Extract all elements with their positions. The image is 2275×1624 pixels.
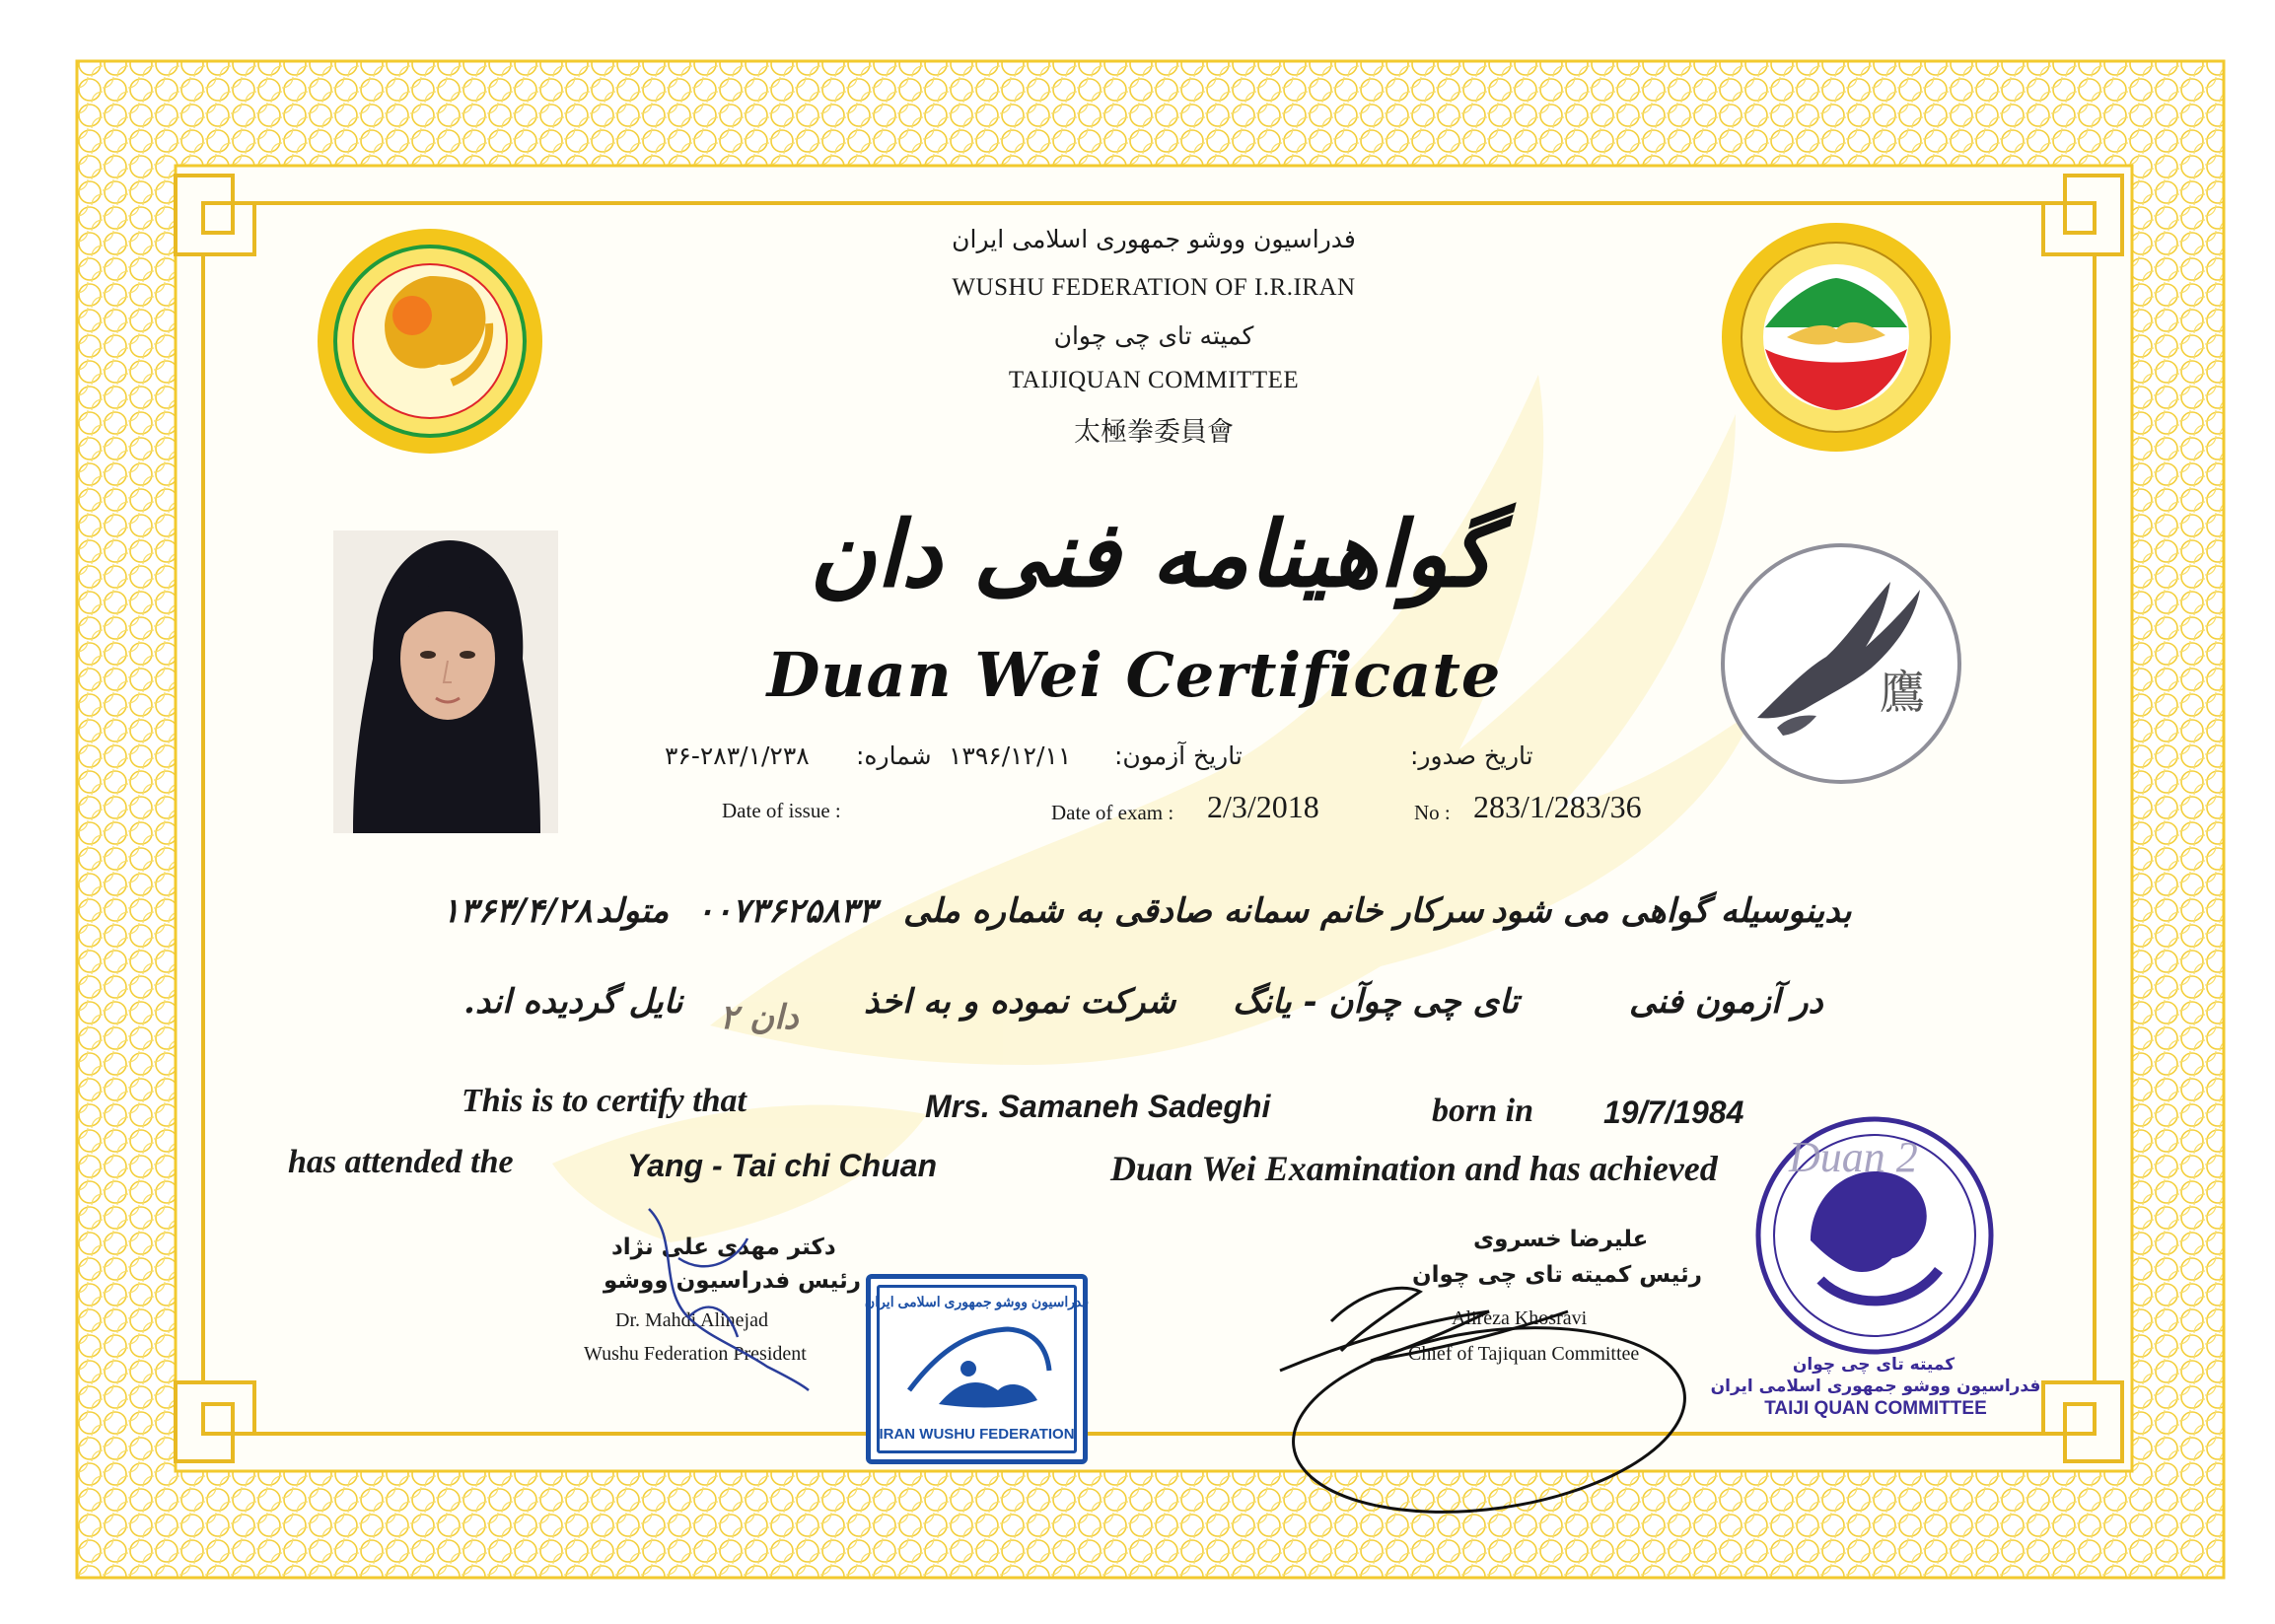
body-fa-id-value: ۰۰۷۳۶۲۵۸۳۳ (696, 891, 877, 931)
right-signatory-title-en: Chief of Tajiquan Committee (1408, 1343, 1640, 1365)
left-signature (619, 1199, 817, 1396)
exam-phrase: Duan Wei Examination and has achieved (1110, 1149, 1718, 1188)
purple-stamp-fa-2: فدراسیون ووشو جمهوری اسلامی ایران (1710, 1377, 2041, 1396)
exam-date-value-en: 2/3/2018 (1207, 789, 1319, 824)
certificate-title-en: Duan Wei Certificate (766, 639, 1502, 711)
attended-label: has attended the (288, 1144, 514, 1180)
stamp-top-text: فدراسیون ووشو جمهوری اسلامی ایران (864, 1294, 1090, 1309)
left-signatory-name-fa: دکتر مهدی علی نژاد (611, 1235, 836, 1260)
exam-date-value-fa: ۱۳۹۶/۱۲/۱۱ (949, 741, 1072, 770)
body-fa-born-value: ۱۳۶۳/۴/۲۸ (442, 891, 593, 931)
stamp-bottom-text: IRAN WUSHU FEDERATION (879, 1426, 1075, 1443)
rank-stamp-text: Duan 2 (1789, 1133, 1918, 1181)
body-fa-holder: سرکار خانم سمانه صادقی (1114, 891, 1484, 931)
body-fa-born-label: متولد (596, 891, 670, 931)
holder-photo (333, 530, 558, 833)
eagle-emblem (1718, 540, 1964, 787)
number-value-fa: ۳۶-۲۸۳/۱/۲۳۸ (665, 741, 810, 770)
left-signatory-title-fa: رئیس فدراسیون ووشو (604, 1268, 861, 1294)
exam-date-label-en: Date of exam : (1051, 801, 1174, 824)
issue-date-label-en: Date of issue : (722, 799, 841, 822)
number-label-fa: شماره: (856, 741, 932, 770)
left-signatory-name-en: Dr. Mahdi Alinejad (615, 1309, 768, 1331)
body-fa-achieved: نایل گردیده اند. (463, 982, 683, 1022)
certificate-title-fa: گواهینامه فنی دان (809, 501, 1495, 607)
purple-stamp-fa-1: کمیته تای چی چوان (1792, 1355, 1955, 1375)
certify-label: This is to certify that (462, 1083, 746, 1119)
number-label-en: No : (1414, 801, 1451, 824)
wushu-federation-seal (1718, 219, 1955, 456)
body-fa-participated: شرکت نموده و به اخذ (864, 982, 1176, 1022)
issue-date-label-fa: تاریخ صدور: (1410, 741, 1533, 770)
body-fa-certify: بدینوسیله گواهی می شود (1491, 891, 1852, 931)
federation-name-en: WUSHU FEDERATION OF I.R.IRAN (952, 274, 1356, 301)
purple-stamp-en: TAIJI QUAN COMMITTEE (1764, 1398, 1987, 1419)
right-signatory-name-fa: علیرضا خسروی (1473, 1227, 1649, 1252)
committee-name-cn: 太極拳委員會 (1074, 417, 1234, 448)
born-value: 19/7/1984 (1603, 1094, 1744, 1130)
federation-name-fa: فدراسیون ووشو جمهوری اسلامی ایران (952, 225, 1356, 253)
body-fa-rank: دان ۲ (720, 998, 799, 1037)
committee-name-en: TAIJIQUAN COMMITTEE (1008, 367, 1300, 393)
left-signatory-title-en: Wushu Federation President (584, 1343, 807, 1365)
right-signature (1272, 1252, 1686, 1518)
right-signatory-title-fa: رئیس کمیته تای چی چوان (1412, 1262, 1703, 1288)
body-fa-id-label: به شماره ملی (903, 891, 1102, 931)
exam-date-label-fa: تاریخ آزمون: (1114, 741, 1243, 770)
taijiquan-committee-seal (314, 225, 546, 458)
body-fa-style: تای چی چوآن - یانگ (1233, 982, 1519, 1022)
style-name: Yang - Tai chi Chuan (627, 1148, 938, 1183)
body-fa-exam: در آزمون فنی (1629, 982, 1823, 1022)
stamp-figure (899, 1321, 1057, 1420)
federation-stamp (866, 1274, 1088, 1464)
eagle-character: 鷹 (1880, 666, 1925, 719)
number-value-en: 283/1/283/36 (1473, 789, 1642, 824)
right-signatory-name-en: Alireza Khosravi (1452, 1307, 1588, 1329)
committee-name-fa: کمیته تای چی چوان (1053, 321, 1254, 350)
holder-name: Mrs. Samaneh Sadeghi (925, 1089, 1271, 1124)
born-label: born in (1432, 1093, 1533, 1129)
